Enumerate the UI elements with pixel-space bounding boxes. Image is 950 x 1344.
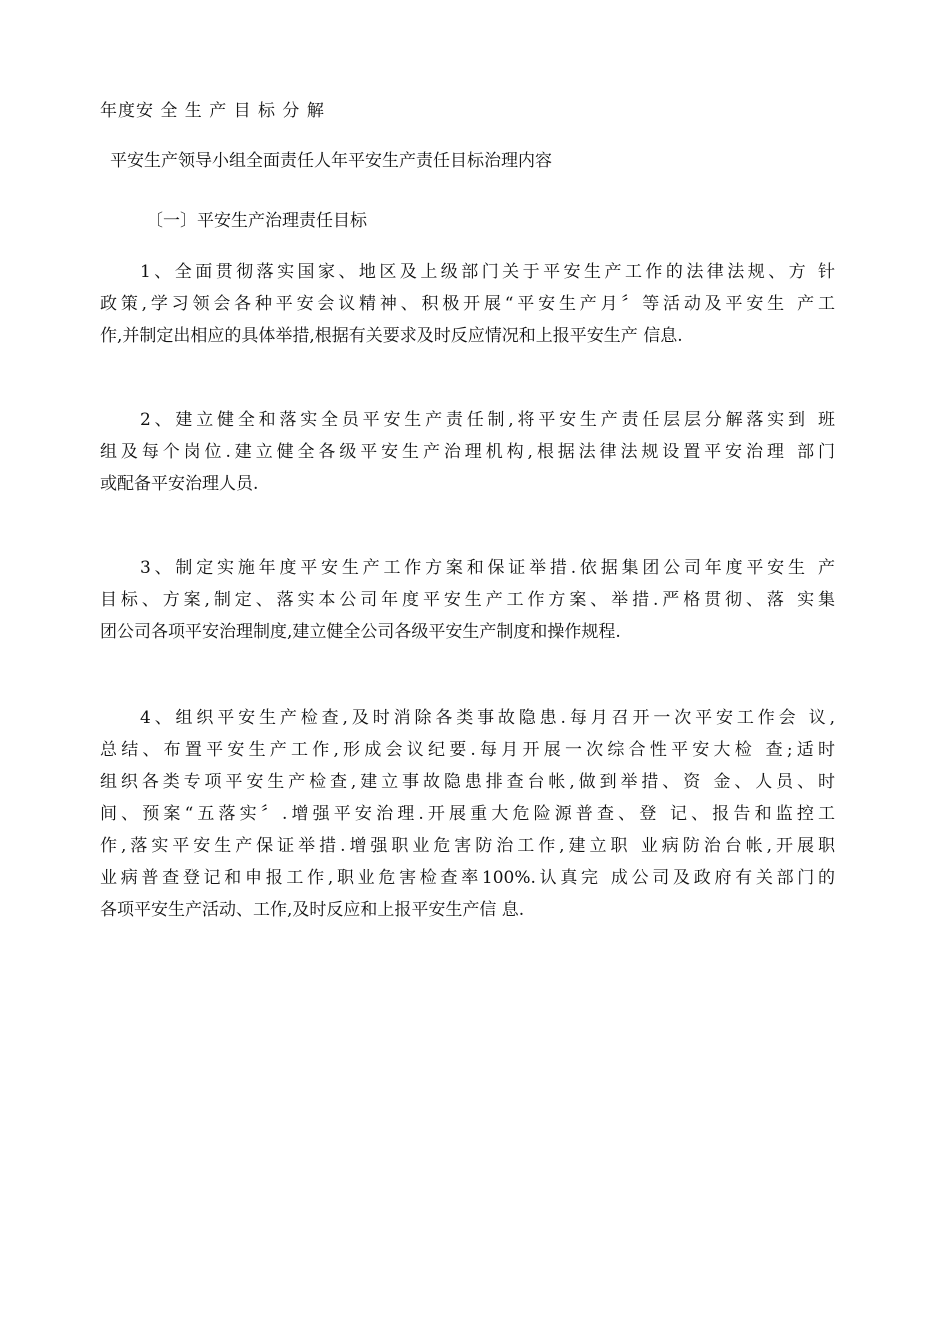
paragraph-line: 间、预案“五落实〞.增强平安治理.开展重大危险源普查、登 记、报告和监控工 xyxy=(100,804,835,824)
paragraph-line: 各项平安生产活动、工作,及时反应和上报平安生产信 息. xyxy=(100,900,525,920)
paragraph-3 xyxy=(100,552,835,648)
document-subtitle: 平安生产领导小组全面责任人年平安生产责任目标治理内容 xyxy=(110,151,552,171)
paragraph-line: 组织各类专项平安生产检查,建立事故隐患排查台帐,做到举措、资 金、人员、时 xyxy=(100,772,835,792)
paragraph-line: 3、制定实施年度平安生产工作方案和保证举措.依据集团公司年度平安生 产 xyxy=(140,558,835,578)
paragraph-4 xyxy=(100,702,835,926)
paragraph-line: 团公司各项平安治理制度,建立健全公司各级平安生产制度和操作规程. xyxy=(100,622,621,642)
paragraph-2 xyxy=(100,404,835,500)
paragraph-line: 作,并制定出相应的具体举措,根据有关要求及时反应情况和上报平安生产 信息. xyxy=(100,326,683,346)
paragraph-line: 1、全面贯彻落实国家、地区及上级部门关于平安生产工作的法律法规、方 针 xyxy=(140,262,835,282)
paragraph-line: 2、建立健全和落实全员平安生产责任制,将平安生产责任层层分解落实到 班 xyxy=(140,410,835,430)
paragraph-line: 目标、方案,制定、落实本公司年度平安生产工作方案、举措.严格贯彻、落 实集 xyxy=(100,590,835,610)
paragraph-line: 作,落实平安生产保证举措.增强职业危害防治工作,建立职 业病防治台帐,开展职 xyxy=(100,836,835,856)
paragraph-line: 政策,学习领会各种平安会议精神、积极开展“平安生产月〞等活动及平安生 产工 xyxy=(100,294,835,314)
paragraph-line: 总结、布置平安生产工作,形成会议纪要.每月开展一次综合性平安大检 查;适时 xyxy=(100,740,835,760)
paragraph-1 xyxy=(100,256,835,352)
paragraph-line: 或配备平安治理人员. xyxy=(100,474,259,494)
paragraph-line: 4、组织平安生产检查,及时消除各类事故隐患.每月召开一次平安工作会 议, xyxy=(140,708,835,728)
paragraph-line: 业病普查登记和申报工作,职业危害检查率100%.认真完 成公司及政府有关部门的 xyxy=(100,868,835,888)
section-heading: 〔一〕平安生产治理责任目标 xyxy=(146,211,367,231)
paragraph-line: 组及每个岗位.建立健全各级平安生产治理机构,根据法律法规设置平安治理 部门 xyxy=(100,442,835,462)
document-title: 年度安 全 生 产 目 标 分 解 xyxy=(100,101,325,121)
